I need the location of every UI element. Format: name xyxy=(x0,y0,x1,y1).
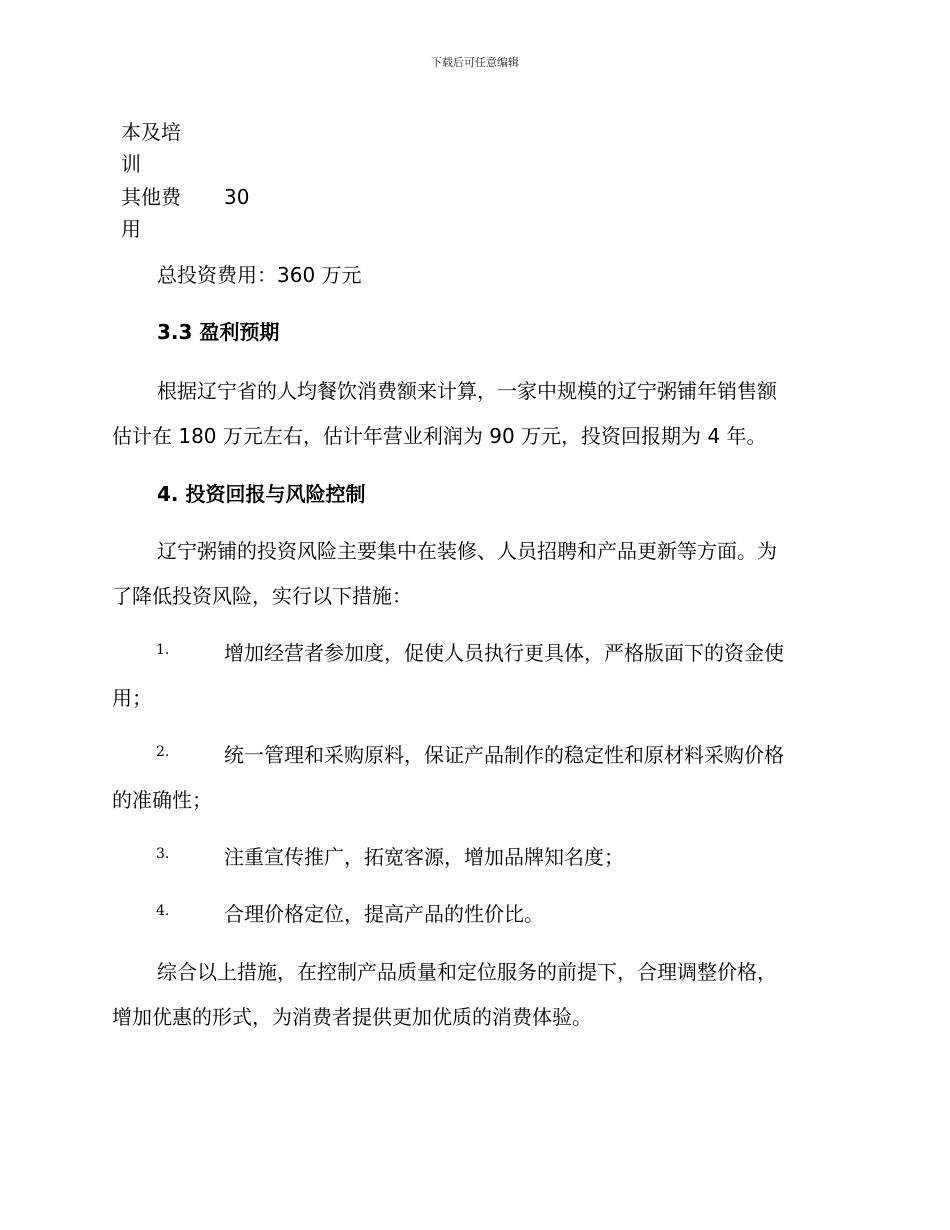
list-item-number: 2. xyxy=(156,744,170,760)
table-row-label-line: 用 xyxy=(121,217,141,241)
paragraph-line: 增加优惠的形式，为消费者提供更加优质的消费体验。 xyxy=(112,1005,592,1029)
list-item-text: 的准确性； xyxy=(112,788,212,812)
list-item-text: 用； xyxy=(112,686,152,710)
paragraph-line: 了降低投资风险，实行以下措施： xyxy=(112,584,412,608)
list-item-text: 增加经营者参加度，促使人员执行更具体，严格版面下的资金使 xyxy=(224,641,784,665)
list-item-text: 合理价格定位，提高产品的性价比。 xyxy=(224,902,544,926)
section-heading: 3.3 盈利预期 xyxy=(157,320,280,344)
table-row-label xyxy=(121,116,196,180)
table-row-label-line: 本及培 xyxy=(121,120,181,144)
paragraph-line: 综合以上措施，在控制产品质量和定位服务的前提下，合理调整价格， xyxy=(157,960,777,984)
table-row-label-line: 训 xyxy=(121,152,141,176)
list-item-number: 3. xyxy=(156,846,170,862)
paragraph-line: 根据辽宁省的人均餐饮消费额来计算，一家中规模的辽宁粥铺年销售额 xyxy=(157,379,777,403)
total-investment: 总投资费用：360 万元 xyxy=(157,263,362,287)
table-row-label xyxy=(121,181,196,245)
paragraph-line: 辽宁粥铺的投资风险主要集中在装修、人员招聘和产品更新等方面。为 xyxy=(157,539,777,563)
paragraph-line: 估计在 180 万元左右，估计年营业利润为 90 万元，投资回报期为 4 年。 xyxy=(112,424,767,448)
section-heading: 4. 投资回报与风险控制 xyxy=(157,482,366,506)
list-item-number: 4. xyxy=(156,903,170,919)
list-item-text: 注重宣传推广，拓宽客源，增加品牌知名度； xyxy=(224,845,624,869)
page-header: 下载后可任意编辑 xyxy=(431,56,519,69)
table-row-value: 30 xyxy=(224,185,250,209)
list-item-text: 统一管理和采购原料，保证产品制作的稳定性和原材料采购价格 xyxy=(224,743,784,767)
table-row-label-line: 其他费 xyxy=(121,185,181,209)
list-item-number: 1. xyxy=(156,642,170,658)
